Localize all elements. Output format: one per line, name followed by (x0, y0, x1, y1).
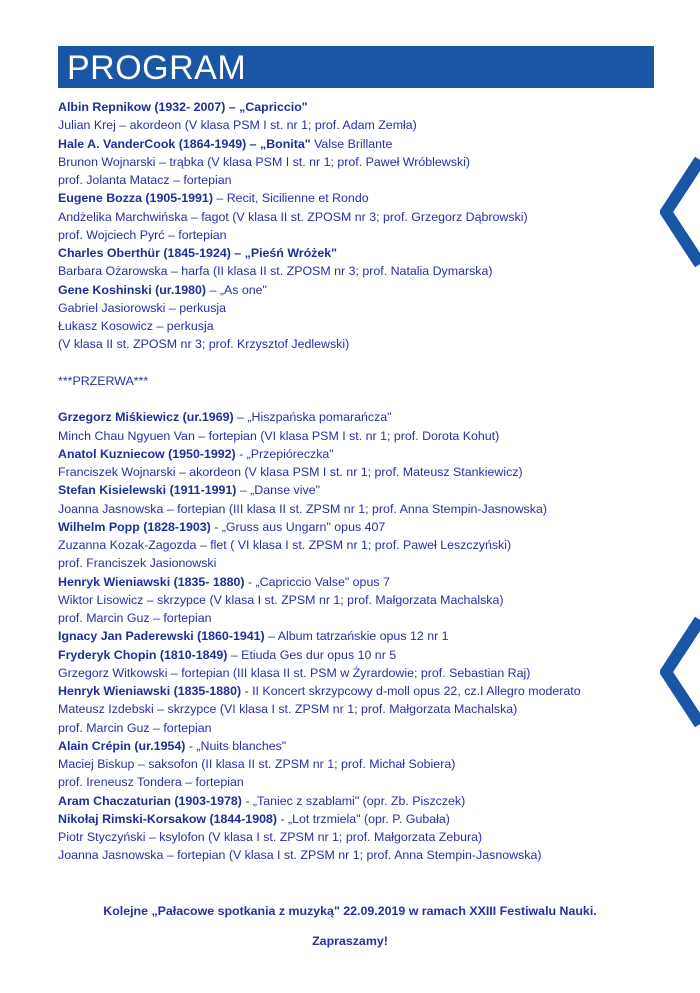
program-piece-line (58, 627, 658, 645)
program-piece-line (58, 737, 658, 755)
line-text: Grzegorz Witkowski – fortepian (III klasa II st. PSM w Żyrardowie; prof. Sebastian Raj) (58, 665, 531, 680)
program-piece-line (58, 408, 658, 426)
footer-invite: Zapraszamy! (312, 934, 388, 948)
performer-line (58, 208, 658, 226)
program-piece-line (58, 518, 658, 536)
line-text: prof. Marcin Guz – fortepian (58, 720, 212, 735)
line-text: Gabriel Jasiorowski – perkusja (58, 300, 227, 315)
composer-piece: Charles Oberthür (1845-1924) – „Pieśń Wróżek" (58, 246, 338, 260)
line-text: Valse Brillante (310, 136, 393, 151)
program-piece-line (58, 445, 658, 463)
program-piece-line (58, 244, 658, 262)
composer-piece: Eugene Bozza (1905-1991) (58, 191, 213, 206)
line-text: - „Przepióreczka" (235, 446, 334, 461)
composer-piece: Hale A. VanderCook (1864-1949) – „Bonita" (58, 136, 311, 151)
performer-line (58, 153, 658, 171)
program-piece-line (58, 481, 658, 499)
performer-line (58, 500, 658, 518)
line-text: – „As one" (206, 282, 267, 297)
line-text: - „Capriccio Valse" opus 7 (244, 574, 390, 589)
performer-line (58, 427, 658, 445)
composer-piece: Wilhelm Popp (1828-1903) (58, 519, 211, 534)
intermission-label: ***PRZERWA*** (58, 373, 149, 388)
program-piece-line (58, 682, 658, 700)
performer-line (58, 335, 658, 353)
performer-line (58, 536, 658, 554)
program-piece-line (58, 189, 658, 207)
line-text: prof. Franciszek Jasionowski (58, 556, 217, 571)
line-text: - „Taniec z szablami" (opr. Zb. Piszczek) (241, 793, 466, 808)
program-piece-line (58, 646, 658, 664)
program-piece-line (58, 281, 658, 299)
performer-line (58, 299, 658, 317)
line-text: prof. Ireneusz Tondera – fortepian (58, 775, 244, 790)
performer-line (58, 554, 658, 572)
composer-piece: Grzegorz Miśkiewicz (ur.1969) (58, 410, 234, 425)
composer-piece: Alain Crépin (ur.1954) (58, 738, 186, 753)
line-text: prof. Wojciech Pyrć – fortepian (58, 227, 227, 242)
line-text: Wiktor Lisowicz – skrzypce (V klasa I st. ZPSM nr 1; prof. Małgorzata Machalska) (58, 592, 504, 607)
performer-line (58, 171, 658, 189)
line-text: Zuzanna Kozak-Zagozda – flet ( VI klasa I st. ZPSM nr 1; prof. Paweł Leszczyński) (58, 538, 512, 552)
line-text: Julian Krej – akordeon (V klasa PSM I st. nr 1; prof. Adam Zemła) (58, 118, 417, 133)
performer-line (58, 719, 658, 737)
composer-piece: Henryk Wieniawski (1835- 1880) (58, 574, 245, 589)
performer-line (58, 262, 658, 280)
line-text: Piotr Styczyński – ksylofon (V klasa I st. ZPSM nr 1; prof. Małgorzata Zebura) (58, 830, 483, 844)
performer-line (58, 591, 658, 609)
line-text: Barbara Ożarowska – harfa (II klasa II st. ZPOSM nr 3; prof. Natalia Dymarska) (58, 264, 493, 279)
performer-line (58, 755, 658, 773)
line-text: – Album tatrzańskie opus 12 nr 1 (264, 629, 449, 644)
composer-piece: Fryderyk Chopin (1810-1849) (58, 647, 228, 662)
line-text: - II Koncert skrzypcowy d-moll opus 22, cz.I Allegro moderato (241, 684, 581, 698)
line-text: - „Lot trzmiela" (opr. P. Gubała) (277, 811, 450, 826)
program-piece-line (58, 573, 658, 591)
performer-line (58, 846, 658, 864)
title-banner (58, 46, 654, 88)
line-text: Maciej Biskup – saksofon (II klasa II st. ZPSM nr 1; prof. Michał Sobiera) (58, 757, 456, 771)
performer-line (58, 116, 658, 134)
line-text: – Etiuda Ges dur opus 10 nr 5 (227, 647, 397, 662)
page-title: PROGRAM (67, 49, 247, 87)
chevron-left-decoration-bottom (660, 612, 700, 732)
line-text: – „Danse vive" (236, 483, 320, 498)
line-text: - „Nuits blanches" (185, 738, 287, 753)
composer-piece: Ignacy Jan Paderewski (1860-1941) (58, 629, 265, 644)
composer-piece: Gene Koshinski (ur.1980) (58, 282, 207, 297)
line-text: Franciszek Wojnarski – akordeon (V klasa PSM I st. nr 1; prof. Mateusz Stankiewicz) (58, 465, 523, 479)
footer-announcement: Kolejne „Pałacowe spotkania z muzyką" 22.09.2019 w ramach XXIII Festiwalu Nauki. (103, 904, 597, 918)
line-text: Mateusz Izdebski – skrzypce (VI klasa I st. ZPSM nr 1; prof. Małgorzata Machalska) (58, 702, 518, 717)
composer-piece: Nikołaj Rimski-Korsakow (1844-1908) (58, 811, 277, 826)
program-piece-line (58, 135, 658, 153)
line-text: Minch Chau Ngyuen Van – fortepian (VI klasa PSM I st. nr 1; prof. Dorota Kohut) (58, 428, 500, 443)
program-piece-line (58, 98, 658, 116)
performer-line (58, 463, 658, 481)
line-text: Łukasz Kosowicz – perkusja (58, 319, 214, 333)
line-text: – „Hiszpańska pomarańcza" (233, 410, 392, 425)
chevron-left-decoration-top (660, 152, 700, 272)
performer-line (58, 700, 658, 718)
line-text: Joanna Jasnowska – fortepian (III klasa II st. ZPSM nr 1; prof. Anna Stempin-Jasnowska) (58, 501, 547, 516)
program-piece-line (58, 810, 658, 828)
line-text: Brunon Wojnarski – trąbka (V klasa PSM I st. nr 1; prof. Paweł Wróblewski) (58, 154, 471, 169)
performer-line (58, 317, 658, 335)
line-text: Joanna Jasnowska – fortepian (V klasa I st. ZPSM nr 1; prof. Anna Stempin-Jasnowska) (58, 848, 542, 863)
performer-line (58, 773, 658, 791)
line-text: (V klasa II st. ZPOSM nr 3; prof. Krzysztof Jedlewski) (58, 337, 350, 352)
composer-piece: Stefan Kisielewski (1911-1991) (58, 483, 237, 498)
program-list (58, 98, 658, 865)
line-text: prof. Jolanta Matacz – fortepian (58, 173, 232, 187)
composer-piece: Albin Repnikow (1932- 2007) – „Capriccio" (58, 100, 308, 114)
composer-piece: Henryk Wieniawski (1835-1880) (58, 684, 242, 698)
program-piece-line (58, 792, 658, 810)
composer-piece: Anatol Kuzniecow (1950-1992) (58, 446, 236, 461)
performer-line (58, 664, 658, 682)
line-text: – Recit, Sicilienne et Rondo (212, 191, 369, 206)
performer-line (58, 609, 658, 627)
line-text: Andżelika Marchwińska – fagot (V klasa II st. ZPOSM nr 3; prof. Grzegorz Dąbrowski) (58, 209, 528, 224)
line-text: prof. Marcin Guz – fortepian (58, 611, 212, 625)
performer-line (58, 226, 658, 244)
composer-piece: Aram Chaczaturian (1903-1978) (58, 793, 242, 808)
performer-line (58, 828, 658, 846)
line-text: - „Gruss aus Ungarn" opus 407 (210, 519, 386, 534)
